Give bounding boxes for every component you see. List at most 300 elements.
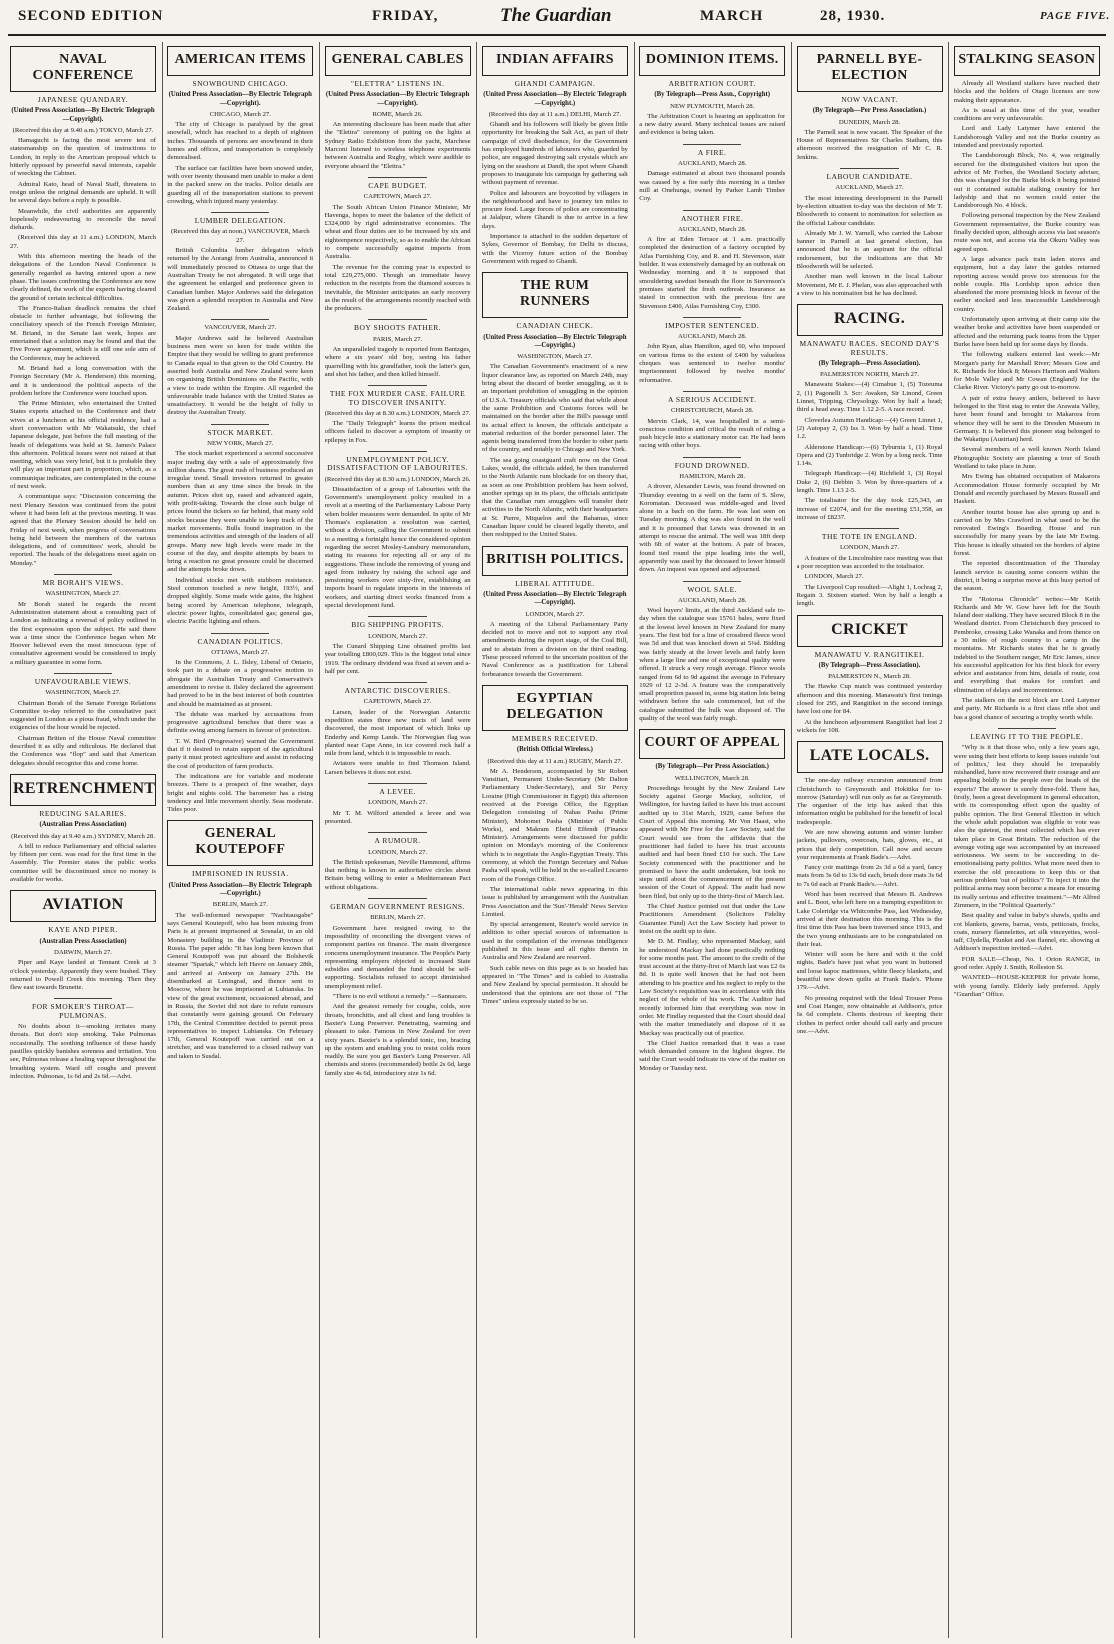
paragraph: John Ryan, alias Hamilton, aged 60, who imposed on various firms to the extent of £400 by valueless cheques was sentenced to twelve months' imprisonment followed by twelve months' reformative. xyxy=(639,343,786,384)
paragraph: DUNEDIN, March 28. xyxy=(838,118,901,126)
paragraph: As is usual at this time of the year, weather conditions are very unfavourable. xyxy=(953,106,1100,123)
subheading: CAPE BUDGET. xyxy=(368,180,427,190)
article xyxy=(797,304,943,522)
headline-box xyxy=(639,729,785,759)
paragraph: The Liverpool Cup resulted:—Alight 1, Lochrag 2, Regain 3. Sixteen started. Won by half a length a length. xyxy=(796,583,943,608)
paragraph: We are now showing autumn and winter lumber jackets, pullovers, overcoats, hats, gloves, etc., at prices that defy competition. Call now and secure your requirements at Frank Bade's.—Advt. xyxy=(796,829,943,861)
headline: GENERAL KOUTEPOFF xyxy=(195,826,286,858)
subheading: LIBERAL ATTITUDE. xyxy=(515,578,595,588)
paragraph: The reported discontinuation of the Thursday launch service is causing some concern within the district, it being a surprise move at this busy period of the season. xyxy=(953,560,1100,593)
article xyxy=(167,319,313,417)
section-divider xyxy=(368,783,426,784)
paragraph: Aviators were unable to find Thomson Island. Larsen believes it does not exist. xyxy=(324,760,471,776)
article xyxy=(797,615,943,736)
paragraph: The city of Chicago is paralysed by the great snowfall, which has reached to a depth of eighteen inches. Thousands of persons are snowbound in their homes and offices, and transportation is completely demoralised. xyxy=(167,121,314,162)
paragraph: (Received this day at noon.) VANCOUVER, March 27. xyxy=(170,228,310,244)
subheading: NOW VACANT. xyxy=(841,95,898,104)
edition-label: SECOND EDITION xyxy=(18,8,164,24)
paragraph: LONDON, March 27. xyxy=(368,632,428,640)
subheading: CANADIAN POLITICS. xyxy=(197,636,284,646)
paragraph: And the greatest remedy for coughs, colds, sore throats, bronchitis, and all chest and lung troubles is Baxter's Lung Preserver. Penetrating, warming and pleasant to take. Famous in New Zealand for over sixty years. Baxter's is a splendid tonic, too, bracing up the system and enabling you to resist colds more readily. Be sure you get Baxter's Lung Preserver. All chemists and stores (recommended) bottle 2s 6d, large family size 4s 6d, introductory size 1s 6d. xyxy=(324,1003,471,1077)
paragraph: The Hawke Cup match was continued yesterday afternoon and this morning. Manawatu's first innings closed for 295, and Rangitikei in the second innings have lost one for 84. xyxy=(796,683,943,716)
paragraph: (Received this day at 11 a.m.) RUGBY, March 27. xyxy=(487,757,623,765)
paragraph: The international cable news appearing in this issue is published by arrangement with the Australian Press Association and the 'Sun'-'Herald' News Service Limited. xyxy=(481,885,628,918)
section-divider xyxy=(54,673,112,674)
paragraph: Proceedings brought by the New Zealand Law Society against George Mackay, solicitor, of Wellington, for having failed to have his trust account audited up to 31st March, 1929, came before the Court of Appeal this morning. Mr Von Haast, who appeared with Mr Free for the Law Society, said the Court would see from the affidavits that the practitioner had failed to have his trust accounts audited and had been fined £10 for such. The Law Society commenced with the practitioner and he promised to have the audit undertaken, but took no steps until about the commencement of the present session of the Court of Appeal. The audit had now been filed, but only up to the thirty-first of March last. xyxy=(639,784,786,900)
paragraph: WASHINGTON, March 27. xyxy=(45,689,121,697)
headline-box xyxy=(482,46,628,76)
article xyxy=(325,616,471,676)
paragraph: Ghandi and his followers will likely be given little opportunity for breaking the Salt Act, as part of their campaign of civil disobedience, for the Government has employed hundreds of labourers who, guarded by police, are engaged destroying salt crystals which are lying on the seashore at Dandi, the spot where Ghandi proposes to inaugurate his campaign by gathering salt without payment of revenue. xyxy=(481,121,628,187)
paragraph: ROME, March 26. xyxy=(372,110,423,118)
paragraph: T. W. Bird (Progressive) warned the Government that if it desired to retain support of the agricultural party it must protect agriculture and assist in reducing the cost of production of farm products. xyxy=(167,737,314,770)
paragraph: Damage estimated at about two thousand pounds was caused by a fire early this morning in a timber mill at Onehunga, owned by Parker Lamb Timber Coy. xyxy=(639,170,786,203)
source-line: (By Telegraph—Press Association). xyxy=(818,359,921,367)
headline: DOMINION ITEMS. xyxy=(645,52,779,67)
article xyxy=(325,682,471,777)
paragraph: Piper and Kaye landed at Tennant Creek at 3 o'clock yesterday. Apparently they were bushed. They returned to Powell Creek this morning. Then they flew east towards Brunette. xyxy=(10,959,156,992)
headline: STALKING SEASON xyxy=(958,52,1096,67)
source-line: (By Telegraph—Per Press Association.) xyxy=(812,107,927,115)
section-divider xyxy=(683,210,741,211)
article xyxy=(10,46,156,568)
paragraph: (Received this day at 9.40 a.m.) SYDNEY, March 28. xyxy=(11,832,155,840)
paragraph: NEW YORK, March 27. xyxy=(207,439,274,447)
paragraph: Several members of a well known North Island Photographic Society are planning a tour of South Westland to take place in June. xyxy=(953,446,1100,471)
paragraph: A fire at Eden Terrace at 1 a.m. practically completed the destruction of a factory occupied by Atlas Furnishing Coy, and R. and H. Stevenson, stair builder. It was extensively damaged by an outbreak on Wednesday morning and it is supposed that smouldering sawdust beneath the floor in Stevenson's premises started the fresh outbreak. Insurance as stated in connection with the previous fire are Stevenson £400, Atlas Furnishing Coy, £300. xyxy=(639,236,786,310)
paragraph: Mr D. M. Findlay, who represented Mackay, said he understood Mackay had done practically nothing for some months past. The amount to the credit of the trust account at the thirty-first of March last was £2 6s 8d. It is quite well known that he had not been attending to his practice and his neglect to reply to the Law Society's requisition was in accordance with this neglect of the whole of his work. The Auditor had recently informed him that everything was now in order. Mr Findlay requested that the Court should deal with the matter immediately and dispose of it as Mackay was practically out of practice. xyxy=(639,938,786,1037)
paragraph: Chairman Britten of the House Naval committee described it as silly and ridiculous. He declared that the Conference was "flop" and said that American delegates should recognise this and come home. xyxy=(10,734,156,767)
section-divider xyxy=(998,728,1056,729)
headline-box xyxy=(797,304,943,336)
column-rule xyxy=(319,42,320,1638)
paragraph: Admiral Kato, head of Naval Staff, threatens to resign unless the original demands are upheld. It will be several days before a reply is possible. xyxy=(10,180,156,205)
paragraph: Mervin Clark, 14, was hospitalled in a semi-conscious condition and critical the result of riding a push bicycle into a stationary motor car. He had been racing with other boys. xyxy=(639,417,786,450)
section-divider xyxy=(368,682,426,683)
source-line: (Australian Press Association) xyxy=(39,821,127,829)
subheading: UNEMPLOYMENT POLICY. DISSATISFACTION OF LABOURITES. xyxy=(327,454,469,473)
paragraph: FOR SALE—Cheap, No. 1 Orion RANGE, in good order. Apply J. Smith, Rolleston St. xyxy=(953,955,1100,971)
source-line: (By Telegraph—Press Assn., Copyright) xyxy=(654,91,770,99)
article xyxy=(639,144,785,204)
paragraph: Wool buyers' limits, at the third Auckland sale to-day when the catalogue was 15761 bales, were fixed at the lowest level known in New Zealand for many years. The first bid for a line of crossbred fleece wool was 5d and that was knocked down at 5¼d. Bidding was fairly steady at the lower levels and fairly keen when a large line and one of exceptional quality were offered. It struck a very rough average. Fleece wools ranged from 6d to 9d against the average in February 1929 of 12 2-3d. A feature was the comparatively small proportion passed in, some big station lots being withdrawn before the sale commenced, but of the catalogue submitted the bulk was disposed of. The quality of the wool was fairly rough. xyxy=(639,607,786,722)
paragraph: Larsen, leader of the Norwegian Antarctic expedition states three new tracts of land were discovered, the most important of which links up Enderby and Kemp Lands. The Norwegian flag was planted near Cape Anne, in ice covered rock half a mile from land, which it is impossible to reach. xyxy=(324,708,471,758)
subheading: IMPRISONED IN RUSSIA. xyxy=(192,869,289,879)
column-1 xyxy=(10,42,156,1638)
article xyxy=(10,574,156,667)
subheading: A FIRE. xyxy=(697,147,727,157)
subheading: BIG SHIPPING PROFITS. xyxy=(351,620,444,630)
subheading: "ELETTRA" LISTENS IN. xyxy=(350,79,445,88)
source-line: (United Press Association—By Electric Telegraph—Copyright.) xyxy=(168,881,312,898)
article xyxy=(325,783,471,826)
article xyxy=(482,272,628,539)
paragraph: LONDON, March 27. xyxy=(804,573,864,581)
subheading: A LEVEE. xyxy=(379,787,416,797)
paragraph: M. Briand had a long conversation with the Foreign Secretary (Mr A. Henderson) this morning, and it is understood the political aspects of the problem before the Conference were touched upon. xyxy=(10,364,156,397)
article xyxy=(639,391,785,451)
subheading: CANADIAN CHECK. xyxy=(516,321,594,331)
section-divider xyxy=(211,212,269,213)
paragraph: Alderstone Handicap:—(6) Tyburnia 1, (1) Royal Opera and (2) Tunbridge 2. Won by a long neck. Time 1.14s. xyxy=(796,443,943,468)
column-5 xyxy=(639,42,785,1638)
article xyxy=(639,210,785,311)
paragraph: (Received this day at 11 a.m.) DELHI, March 27. xyxy=(488,110,622,118)
subheading: MR BORAH'S VIEWS. xyxy=(42,578,124,588)
subheading: KAYE AND PIPER. xyxy=(48,925,118,935)
headline-box xyxy=(482,546,628,576)
headline-box xyxy=(482,685,628,731)
source-line: (Australian Press Association) xyxy=(39,937,127,945)
column-3 xyxy=(325,42,471,1638)
paragraph: A communique says: "Discussion concerning the next Plenary Session was continued from the point where it had been left at the previous meeting. It was agreed that the Plenary Session should be held on Friday of next week, when progress of conversations being held between the members of the various delegations, and of committees' work, should be reported. The heads of the delegations meet again on Monday." xyxy=(10,493,156,567)
paragraph: The Canadian Government's enactment of a new liquor clearance law, as reported on March 24th, may bring about the discard of border smuggling, as it is an important prohibition of smuggling in the opinion of U.S.A. Treasury officials who said that while about the same Prohibition and Customs forces will be maintained on the border after the Bill's passage until its actual effect is known, the officials anticipate a material reduction of the border personnel later. The agents being transferred from the border to other parts of the country, and notably to Chicago and New York. xyxy=(481,363,628,454)
section-divider xyxy=(54,574,112,575)
headline-box xyxy=(10,890,156,922)
paragraph: WASHINGTON, March 27. xyxy=(517,353,593,361)
paragraph: Already Mr J. W. Yarnell, who carried the Labour banner in Parnell at last general election, has announced that he is an aspirant for the official endorsement, but the indications are that Mr Bloodworth will be selected. xyxy=(796,229,943,271)
paragraph: Dissatisfaction of a group of Labourites with the Government's unemployment policy resulted in a revolt at a meeting of the Parliamentary Labour Party when bolder measures were demanded. In spite of Mr Thomas's explanation a resolution was carried, without a division, calling the Government to submit to a meeting a fortnight hence the considered opinion regarding the secret Mosley-Lansbury memorandum, stating its reasons for rejecting all or any of its suggestions. These include the removing of young and aged from industry by raising the school age and pensioning workers over sixty-five, establishing an imports board to regulate imports in the interests of workers, and starting direct works financed from a special development fund. xyxy=(324,485,471,610)
paragraph: The revenue for the coming year is expected to total £29,275,000. Though an immediate heavy reduction in the receipts from the diamond sources is inevitable, the Minister anticipates an early recovery as the result of the arrangements recently reached with the producers. xyxy=(324,263,471,313)
subheading: BOY SHOOTS FATHER. xyxy=(354,323,442,333)
section-divider xyxy=(211,633,269,634)
article xyxy=(10,998,156,1081)
paragraph: The Cunard Shipping Line obtained profits last year totalling £800,029. This is the biggest total since 1919. The ordinary dividend was fixed at seven and a-half per cent. xyxy=(324,642,471,675)
masthead-rule xyxy=(8,34,1106,36)
paragraph: The Arbitration Court is hearing an application for a new dairy award. Many technical issues are raised and evidence is being taken. xyxy=(639,112,786,137)
paragraph: The South African Union Finance Minister, Mr Havenga, hopes to meet the balance of the deficit of £324,000 by rigid administrative economies. The wheat and flour duties are to be increased by six and eighteenpence respectively, so as to enable the African to compete successfully against imports from Australia. xyxy=(324,203,471,261)
paragraph: PARIS, March 27. xyxy=(373,335,423,343)
article xyxy=(797,528,943,608)
paragraph: CAPETOWN, March 27. xyxy=(363,698,432,706)
subheading: MEMBERS RECEIVED. xyxy=(511,733,598,743)
paragraph: The well-informed newspaper "Nachtausgabe" says General Koutepoff, who has been missing from Paris is at present imprisoned at Sosnalai, in an old Monastery building in the Vladimir Province of Russia. The paper adds: "It has long been known that General Koutepoff was put aboard the Bolshevik steamer "Spartak," which left Havre on January 28th, and arrived at Antwerp on January 27th. He disembarked at Leningrad, and thence sent to Moscow, where he was imprisoned at Lubianska. In view of the great excitement, occasioned abroad, and in Russia, the Soviet did not dare to refute rumours that constantly were gaining ground. On February 17th, the Central Committee decided to permit press representatives to inspect Lubianska. On February 17th, General Koutepoff was carried out on a stretcher, and was transferred to a closed railway van and taken to Susdal. xyxy=(167,911,314,1060)
article xyxy=(639,581,785,724)
subheading: SNOWBOUND CHICAGO. xyxy=(192,79,289,88)
article xyxy=(167,212,313,313)
subheading: STOCK MARKET. xyxy=(207,427,274,437)
source-line: (British Official Wireless.) xyxy=(516,746,593,754)
subheading: LEAVING IT TO THE PEOPLE. xyxy=(970,731,1084,741)
section-divider xyxy=(840,168,898,169)
subheading: A SERIOUS ACCIDENT. xyxy=(668,394,757,404)
paragraph: Telegraph Handicap:—(4) Richfield 1, (3) Royal Duke 2, (6) Debbin 3. Won by three-quarters of a length. Time 1.13 2-5. xyxy=(796,470,943,494)
paragraph: Already all Westland stalkers have reached their blocks and the holders of Otago licenses are now making their appearance. xyxy=(953,80,1100,104)
paper-title: The Guardian xyxy=(500,5,612,26)
paragraph: Hamaguchi is facing the most severe test of statesmanship on the question of instructions to London, in reply to the American proposal which is bitterly opposed by powerful naval interests, capable of wrecking the Cabinet. xyxy=(10,137,156,178)
paragraph: Such cable news on this page as is so headed has appeared in "The Times" and is cabled to Australia and New Zealand by special permission. It should be understood that the opinions are not those of "The Times" unless expressly stated to be so. xyxy=(481,964,628,1005)
section-divider xyxy=(54,998,112,999)
article xyxy=(482,46,628,266)
paragraph: Chairman Borah of the Senate Foreign Relations Committee to-day referred to the consultative pact suggested in London as a pious fraud, which under the exigencies of the hour would be rejected. xyxy=(10,699,156,732)
section-divider xyxy=(368,451,426,452)
paragraph: AUCKLAND, March 28. xyxy=(678,160,747,168)
subheading: FOR SMOKER'S THROAT—PULMONAS. xyxy=(31,1002,135,1020)
paragraph: Manawatu Stakes:—(4) Cimabue 1, (5) Tozeuma 2, (1) Pagonelli 3. Scr: Awaken, Sir Linond, Green Linnet, Tripping, Chrysology. Won by half a head; third a head away. Time 1.12 2-5. A race record. xyxy=(796,381,943,414)
paragraph: The Parnell seat is now vacant. The Speaker of the House of Representatives Sir Charles Statham, this afternoon received the resignation of Mr C. R. Jenkins. xyxy=(796,128,943,161)
section-divider xyxy=(368,319,426,320)
headline-box xyxy=(797,615,943,647)
section-divider xyxy=(683,317,741,318)
paragraph: Importance is attached to the sudden departure of Sykes, Governor of Bombay, for Delhi to discuss, with the Viceroy future action of the Bombay Government with regard to Ghandi. xyxy=(481,233,628,265)
subheading: IMPOSTER SENTENCED. xyxy=(665,320,760,330)
article xyxy=(167,424,313,627)
paragraph: The stock market experienced a second successive major trading day with a sale of approximately five million shares. The great rush of business produced an irregular trend. Small investors returned in greater numbers than at any time since the break in the autumn. Prices shot up, eased and advanced again, with profit-taking. Towards the close such bulge of prices found the tickers so far behind, that many sold stocks because they were unable to keep track of the market movements. Bulls found inspiration in the tremendous activities and strength of the leaders of all groups. Many new high levels were made in the course of the day, and despite attempts by bears to bring a reaction no great pressure could be discerned and the attempts broke down. xyxy=(167,450,314,574)
paragraph: (Received this day at 9.40 a.m.) TOKYO, March 27. xyxy=(12,126,154,134)
paragraph: CHICAGO, March 27. xyxy=(209,110,271,118)
paragraph: CAPETOWN, March 27. xyxy=(363,193,432,201)
article xyxy=(325,832,471,892)
source-line: (United Press Association—By Electric Telegraph—Copyright). xyxy=(483,590,627,607)
paragraph: BERLIN, March 27. xyxy=(370,914,426,922)
paragraph: The "Daily Telegraph" learns the prison medical officers failed to discover a symptom of insanity or epilepsy in Fox. xyxy=(324,420,471,444)
paragraph: The Chief Justice remarked that it was a case which demanded censure in the highest degree. He said the Court would indicate its view of the matter on Monday or Tuesday next. xyxy=(639,1039,786,1072)
article xyxy=(954,728,1100,999)
headline: THE RUM RUNNERS xyxy=(520,278,590,310)
article xyxy=(639,317,785,385)
section-divider xyxy=(211,319,269,320)
paragraph: WANTED—HOUSE-KEEPER for private home, with young family. Elderly lady preferred. Apply "Guardian" Office. xyxy=(953,974,1100,998)
paragraph: NEW PLYMOUTH, March 28. xyxy=(670,102,755,110)
paragraph: The Franco-Italian deadlock remains the chief obstacle to further advantage, but following the conciliatory speech of the French Foreign Minister, M. Briand, in the Senate last week, hopes are entertained that a solution may be found and that the Five Power agreement, which is still one sole aim of the Conference, may be achieved. xyxy=(10,304,156,362)
paragraph: A meeting of the Liberal Parliamentary Party decided not to move and not to support any rival amendments during the report stage, of the Coal Bill, and to abstain from a division on the third reading. These proceed referred to the uncertain position of the Naval Conference as a justification for Liberal forbearance towards the Government. xyxy=(481,620,628,678)
paragraph: No pressing required with the Ideal Trouser Press and Coat Hanger, now obtainable at Addison's, price 6s 6d complete. Clients desirous of keeping their clothes in perfect order should call early and procure one.—Advt. xyxy=(796,994,943,1035)
headline: LATE LOCALS. xyxy=(809,747,930,765)
source-line: (United Press Association—By Electric Telegraph—Copyright). xyxy=(168,91,312,107)
page-number: PAGE FIVE. xyxy=(1040,10,1111,22)
paragraph: The indications are for variable and moderate breezes. There is a prospect of fine weather, days bright and nights cold. The barometer has a rising tendency and little movement shortly. Seas moderate. Tides poor. xyxy=(167,772,314,814)
article xyxy=(482,546,628,679)
article xyxy=(797,168,943,298)
headline: AMERICAN ITEMS xyxy=(174,52,306,67)
paragraph: The totalisator for the day took £25,343, an increase of £2074, and for the meeting £51,358, an increase of £8237. xyxy=(796,497,943,521)
headline: CRICKET xyxy=(831,620,908,638)
paragraph: Winter will soon be here and with it the cold nights. Bade's have just what you want in buttoned and loose kapoc mattresses, white fleecy blankets, and beautiful new down quilts at Frank Bade's. 'Phone 179.—Advt. xyxy=(796,951,943,992)
article xyxy=(325,385,471,445)
headline: BRITISH POLITICS. xyxy=(486,551,624,567)
paragraph: PALMERSTON NORTH, March 27. xyxy=(820,371,919,379)
subheading: JAPANESE QUANDARY. xyxy=(37,95,129,104)
paragraph: LONDON, March 27. xyxy=(525,610,585,618)
paragraph: The Landsborough Block, No. 4, was originally secured for the distinguished visitors but upon the advice of Mr Forbes, the Westland Society adviser, this was changed for the Burke block it being pointed out it contained suitable stalking country for her ladyship and that no women could enter the Landsborough No. 4 block. xyxy=(953,152,1100,210)
section-divider xyxy=(683,144,741,145)
column-4 xyxy=(482,42,628,1638)
paragraph: An unparalleled tragedy is reported from Bantzges, where a six years' old boy, seeing his father quarrelling with his grandfather, took the latter's gun, and shot his father, and then killed himself. xyxy=(324,346,471,378)
paragraph: CHRISTCHURCH, March 28. xyxy=(670,407,754,415)
section-divider xyxy=(368,898,426,899)
headline-box xyxy=(639,46,785,76)
paragraph: Unfortunately upon arriving at their camp site the weather broke and activities have been suspended or affected and the returning pack teams from the Upper Burke have been held up for some days by floods. xyxy=(953,316,1100,348)
paragraph: With this afternoon meeting the heads of the delegations of the London Naval Conference is generally regarded as having entered upon a new phase. The issues confronting the Conference are now clearly defined, the work of the experts having cleared the ground of certain technical difficulties. xyxy=(10,253,156,302)
paragraph: The sea going coastguard craft now on the Great Lakes, would, the officials added, be then transferred to the North Atlantic rum blockade for on theory that, as soon as one Prohibition problem has been solved, another springs up in its place, the officials anticipate that the Canadian rum smugglers will transfer their activities to the North Atlantic, with their headquarters at St. Pierre, Miquelon and the Bahamas, since Canadian liquor could be cleared legally thereto, and then reshipped to the United States. xyxy=(481,456,628,539)
section-divider xyxy=(683,581,741,582)
paragraph: Another tourist house has also sprung up and is carried on by Mrs Crawford in what used to be the renovated Ewing's Boarding House and run successfully for many years by the late Mr Ewing. This house is ideally situated on the borders of alpine forest. xyxy=(953,508,1100,558)
paragraph: Cloverlea Autumn Handicap:—(4) Green Linnet 1, (2) Autopay 2, (3) Iss 3. Won by half a head. Time 1.2. xyxy=(796,416,943,441)
date-rest: 28, 1930. xyxy=(820,8,886,24)
paragraph: A bill to reduce Parliamentary and official salaries by fifteen per cent. was read for the first time in the Assembly. The Premier states the public works committee will be discontinued since no money is available for works. xyxy=(10,842,156,884)
source-line: (United Press Association—By Electric Telegraph—Copyright). xyxy=(11,107,155,123)
paragraph: Lord and Lady Latymer have entered the Landsborough Valley and not the Burke country as intended and previously reported. xyxy=(953,125,1100,150)
headline-box xyxy=(797,741,943,773)
column-rule xyxy=(948,42,949,1638)
article xyxy=(325,319,471,379)
subheading: LABOUR CANDIDATE. xyxy=(826,172,913,182)
paragraph: Fancy coir mattings from 2s 3d a 6d a yard, fancy mats from 3s 6d to 13s 6d each, brush door mats 3s 6d to 7s 6d each at Frank Bade's.—Advt. xyxy=(796,864,943,888)
article xyxy=(325,451,471,610)
column-rule xyxy=(634,42,635,1638)
paragraph: Major Andrews said he believed Australian business men were so keen for trade within the Empire that they would be willing to grant preference to Canada equal to that given to the Old Country. He asserted both Australia and New Zealand were keen on organising British Dominions on the Pacific, with a view to trade within the Empire. All regarded the unfavourable trade balance with the United States as unsatisfactory. It would be the height of folly to destroy the Australian Treaty. xyxy=(167,334,314,417)
paragraph: The most interesting development in the Parnell by-election situation to-day was the decision of Mr T. Bloodworth to consent to nomination for selection as the official Labour candidate. xyxy=(796,194,943,227)
paragraph: LONDON, March 27. xyxy=(839,544,900,552)
paragraph: AUCKLAND, March 28. xyxy=(678,333,747,341)
article xyxy=(325,898,471,1078)
paragraph: LONDON, March 27. xyxy=(368,799,428,807)
paragraph: WASHINGTON, March 27. xyxy=(45,590,121,598)
source-line: (By Telegraph—Press Association). xyxy=(818,661,921,669)
paragraph: Following personal inspection by the New Zealand Government representative, the Burke country was finally decided upon, although access via last season's route was not, and access via the Okuru Valley was agreed upon. xyxy=(953,212,1100,253)
paragraph: (Received this day at 11 a.m.) LONDON, March 27. xyxy=(10,234,156,250)
paragraph: Meanwhile, the civil authorities are apparently hopelessly endeavouring to reconcile the naval diehards. xyxy=(10,207,156,232)
subheading: GERMAN GOVERNMENT RESIGNS. xyxy=(330,902,465,912)
paragraph: No doubts about it—smoking irritates many throats. But don't stop smoking. Take Pulmonas occasionally. The soothing influence of these handy pastilles quickly banishes soreness and irritation. You see, Pulmonas release a healing vapour throughout the breathing system. Ward off coughs and prevent infection. Pulmonas, 1s 6d and 2s 6d.—Advt. xyxy=(10,1023,156,1080)
source-line: (United Press Association—By Electric Telegraph—Copyright). xyxy=(325,91,470,107)
date-month: MARCH xyxy=(700,8,764,24)
section-divider xyxy=(368,616,426,617)
paragraph: Mr A. Henderson, accompanied by Sir Robert Vansittart, Permanent Under-Secretary (Mr Dalton Parliamentary Under-Secretary), and Sir Percy Loraine (High Commissioner in Egypt) this afternoon received at the Foreign Office, the Egyptian Delegation consisting of Nahas Pasha (Prime Minister), Mohomet Pasha (Minister of Public Works), and Makram Ebeid Effendi (Finance Minister). Arrangements were discussed for public opinion on Monday's morning of the Conference which is to negotiate the Anglo-Egyptian Treaty. This ceremony, at which the Foreign Secretary and Nahas Pasha will speak, will be held in the so-called Locarno room of the Foreign Office. xyxy=(481,767,628,883)
article xyxy=(10,890,156,992)
paragraph: LONDON, March 27. xyxy=(368,848,428,856)
headline: RETRENCHMENT xyxy=(13,779,156,797)
subheading: FOUND DROWNED. xyxy=(674,460,750,470)
headline: PARNELL BYE-ELECTION xyxy=(816,52,923,83)
section-divider xyxy=(368,177,426,178)
paragraph: Mr Borah stated he regards the recent Administration statement about a consulting pact of London as indicating a reversal of policy outlined in the first expression upon the subject. He said there was a time since the Conference began when Mr Hoover believed even the most innocuous type of consultative agreement would be considered to imply a military guarantee in some form. xyxy=(10,600,156,666)
subheading: REDUCING SALARIES. xyxy=(39,808,127,818)
column-7 xyxy=(954,42,1100,1638)
headline: INDIAN AFFAIRS xyxy=(495,52,614,67)
subheading: THE FOX MURDER CASE. FAILURE TO DISCOVER INSANITY. xyxy=(329,389,466,407)
day-label: FRIDAY, xyxy=(372,8,439,24)
article xyxy=(325,177,471,313)
paragraph: The one-day railway excursion announced from Christchurch to Greymouth and Hokitika for to-morrow (Saturday) will run only as far as Greymouth. The organiser of the trip has asked that this information might be published for the benefit of local tradespeople. xyxy=(796,777,943,826)
source-line: (United Press Association—By Electric Telegraph—Copyright.) xyxy=(483,333,627,349)
article xyxy=(167,633,313,815)
paragraph: Police and labourers are boycotted by villagers in the neighbourhood and have to journey ten miles to procure food. Large forces of police are concentrating at Jalalpur, where Ghandi is due to arrive in a few days. xyxy=(481,189,628,230)
paragraph: "There is no evil without a remedy." —Sannazaro. xyxy=(332,993,468,1001)
article xyxy=(639,46,785,138)
headline-box xyxy=(167,820,313,866)
article xyxy=(167,46,313,206)
paragraph: Individual stocks met with stubborn resistance. Steel common touched a new height, 193½, and dropped slightly. Some made wide gains, the highest being scored by American telephone, telegraph, electric power lights, consolidated gas; general gas, electric Pacific lighting and others. xyxy=(167,576,314,626)
subheading: ANOTHER FIRE. xyxy=(681,213,744,223)
headline-box xyxy=(167,46,313,76)
paragraph: Government have resigned owing to the impossibility of reconciling the divergent views of component parties on finance. The main divergence concerns unemployment insurance. The People's Party representing employers objected to increased State subsidies and demanded the fund should be self-supporting. Socialists refused to accept diminished unemployment relief. xyxy=(324,924,471,990)
column-rule xyxy=(162,42,163,1638)
newspaper-page xyxy=(10,42,1106,1638)
headline: COURT OF APPEAL xyxy=(644,735,780,751)
column-rule xyxy=(791,42,792,1638)
paragraph: The Prime Minister, who entertained the United States experts attached to the Conference and their wives at a luncheon at his official residence, had a short conversation with Mr Wakatsuki, the chief Japanese delegate, just before the full meeting of the heads of delegations was held at St. James's Palace this afternoon. Political issues were not raised at that meeting, which was very brief, but it is probable they will play an important part in proportion, which, as a communique indicates, are contemplated in the course of next week. xyxy=(10,400,156,491)
article xyxy=(797,741,943,1036)
headline-box xyxy=(482,272,628,318)
section-divider xyxy=(683,391,741,392)
article xyxy=(482,685,628,1006)
subheading: LUMBER DELEGATION. xyxy=(194,216,286,226)
paragraph: An interesting disclosure has been made that after the "Elettra" ceremony of putting on the lights at Sydney Radio Exhibition from the yacht, Marchese Marconi listened to wireless telephone experiments between Australia and Rugby, which were audible to everyone aboard the "Elettra." xyxy=(324,121,471,170)
subheading: WOOL SALE. xyxy=(687,584,738,594)
article xyxy=(639,457,785,575)
paragraph: British Columbia lumber delegation which returned by the Aorangi from Australia, announced it will immediately proceed to Ottawa to urge that the Australian Treaty be not abrogated. It will urge that the agreement be enlarged and preference given to Canadian lumber. Major Andrews said the delegation was given a splendid reception in Australia and New Zealand. xyxy=(167,247,314,313)
section-divider xyxy=(211,424,269,425)
subheading: MANAWATU V. RANGITIKEI. xyxy=(814,649,925,659)
subheading: ANTARCTIC DISCOVERIES. xyxy=(344,686,451,696)
paragraph: Mrs Ewing has obtained occupation of Makarora Accommodation House formerly occupied by Mr Donald and recently purchased by Messrs Russell and Haskett. xyxy=(953,473,1100,506)
article xyxy=(639,729,785,1073)
source-line: (By Telegraph—Per Press Association.) xyxy=(655,763,769,771)
section-divider xyxy=(683,457,741,458)
article xyxy=(10,774,156,884)
paragraph: In the Commons, J. L. Ilsley, Liberal of Ontario, took part in a debate on a progressive motion to abrogate the Australian Treaty and Conservative's amendment to revise it. Ilsley declared the agreement had proved to be in the best interest of both countries and should be maintained as at present. xyxy=(167,659,314,708)
headline: GENERAL CABLES xyxy=(331,52,464,67)
headline: NAVAL CONFERENCE xyxy=(32,52,134,83)
paragraph: A large advance pack train laden stores and equipment, but a day later the guides returned reporting access would prove too strenuous for the noble couple. His Lordship upon advice then abandoned the more promising block in favour of the earlier stocked and less inaccessible Landsborough country. xyxy=(953,255,1100,313)
paragraph: "Why is it that those who, only a few years ago, were using their best efforts to keep issues outside 'out of politics,' lest they should be irreparably mishandled, have now recovered their courage and are appealing boldly to the people over the heads of the experts? The answer is surely three-fold. There has, firstly, been a great development in general education, with its corresponding effect upon the quality of public opinion. The first General Election in which the whole adult population was eligible to vote was also the quietest, the most collected which has ever taken place in Great Britain. The reduction of the average voting age was accompanied by an increased seriousness. We seem to be succeeding in de-emotionalising party politics. What more need then to exercise the old precautions to keep this or that serious problem 'out of politics'? To inject it into the political arena may soon become a means for ensuring its really serious and effective treatment."—Mr Alfred Zimmern, in the "Political Quarterly." xyxy=(953,744,1100,909)
paragraph: By special arrangement, Reuter's world service in addition to other special sources of information is used in the compilation of the overseas intelligence published in this issue and all rights therein in Australia and New Zealand are reserved. xyxy=(481,921,628,962)
subheading: ARBITRATION COURT. xyxy=(668,79,756,88)
paragraph: A pair of extra heavy antlers, believed to have belonged to the 'first stag to enter the Arawata Valley, have been found and brought to Makarora from whence they will be sent to the Dresden Museum in Germany. It is believed this pioneer stag belonged to the Wakatipu (Austrian) herd. xyxy=(953,394,1100,444)
paragraph: The stalkers on the next block are Lord Latymer and party. Mr Richards is a first class rifle shot and has a good chance of securing a trophy worth while. xyxy=(953,697,1100,721)
headline: AVIATION xyxy=(42,896,124,914)
paragraph: Mr T. M. Wilford attended a levee and was presented. xyxy=(324,809,471,825)
masthead xyxy=(0,0,1114,40)
article xyxy=(325,46,471,171)
headline: RACING. xyxy=(834,310,905,328)
paragraph: Another man well known in the local Labour Movement, Mr E. J. Phelan, was also approached with a view to his nomination but he has declined. xyxy=(796,273,943,297)
paragraph: The British spokesman, Neville Hammond, affirms that nothing is known in authoritative circles about Britain being willing to enter a Mediterranean Pact without obligations. xyxy=(324,858,471,891)
paragraph: At the luncheon adjournment Rangitikei had lost 2 wickets for 108. xyxy=(796,718,943,734)
headline-box xyxy=(797,46,943,92)
paragraph: Best quality and value in baby's shawls, quilts and cot blankets, gowns, barras, vests, petticoats, frocks, coats, nursery flannelettes, art silk vinceyettes, wool-taff, Clydella, Plunket and Ass flannel, etc. showing at Addison's inspection invited.—Advt. xyxy=(953,912,1100,953)
paragraph: DARWIN, March 27. xyxy=(54,948,112,956)
paragraph: (Received this day at 8.30 a.m.) LONDON, March 27. xyxy=(324,409,471,417)
paragraph: PALMERSTON N., March 28. xyxy=(828,673,911,681)
article xyxy=(167,820,313,1061)
article xyxy=(954,46,1100,722)
subheading: A RUMOUR. xyxy=(374,836,421,846)
column-2 xyxy=(167,42,313,1638)
paragraph: OTTAWA, March 27. xyxy=(211,648,270,656)
headline-box xyxy=(954,46,1100,76)
paragraph: The Chief Justice pointed out that under the Law Practitioners Amendment (Solicitors Fidelity Guarantee Fund) Act the Law Society had power to insist on the audit up to date. xyxy=(639,903,786,935)
section-divider xyxy=(840,528,898,529)
paragraph: The surface car facilities have been snowed under, with over twenty thousand men unable to make a dent in the packed snow on the tracks. Police details are guarding all of the transportation stations to prevent crowding, which injured many yesterday. xyxy=(167,164,314,205)
paragraph: Word has been received that Messrs B. Andrews and L. Boot, who left here on a tramping expedition to Lake Coleridge via Whitcombe Pass, last Wednesday, arrived at their destination this morning. This is the first time this Pass has been traversed since 1913, and the two young enthusiasts are to be congratulated on their feat. xyxy=(796,891,943,948)
subheading: UNFAVOURABLE VIEWS. xyxy=(34,677,132,686)
source-line: (United Press Association—By Electric Telegraph—Copyright.) xyxy=(483,91,627,107)
paragraph: (Received this day at 8.30 a.m.) LONDON, March 26. xyxy=(324,475,471,483)
subheading: MANAWATU RACES. SECOND DAY'S RESULTS. xyxy=(799,339,940,357)
headline: EGYPTIAN DELEGATION xyxy=(506,690,604,722)
paragraph: The debate was marked by accusations from progressive agricultural benches that there was a definite swing among farmers in favour of protection. xyxy=(167,710,314,735)
paragraph: AUCKLAND, March 28. xyxy=(678,225,747,233)
column-rule xyxy=(476,42,477,1638)
headline-box xyxy=(325,46,471,76)
headline-box xyxy=(10,774,156,806)
section-divider xyxy=(368,832,426,833)
paragraph: WELLINGTON, March 28. xyxy=(674,774,750,782)
paragraph: The following stalkers entered last week:—Mr Morgan's party for Marshall River; Messrs Gow and K. Richards for block 8; Messrs Harrison and Walters for Mole Valley and Mr Cowan (England) for the Clarke River. Victory's party go out to-morrow. xyxy=(953,351,1100,392)
paragraph: HAMILTON, March 28. xyxy=(679,472,746,480)
